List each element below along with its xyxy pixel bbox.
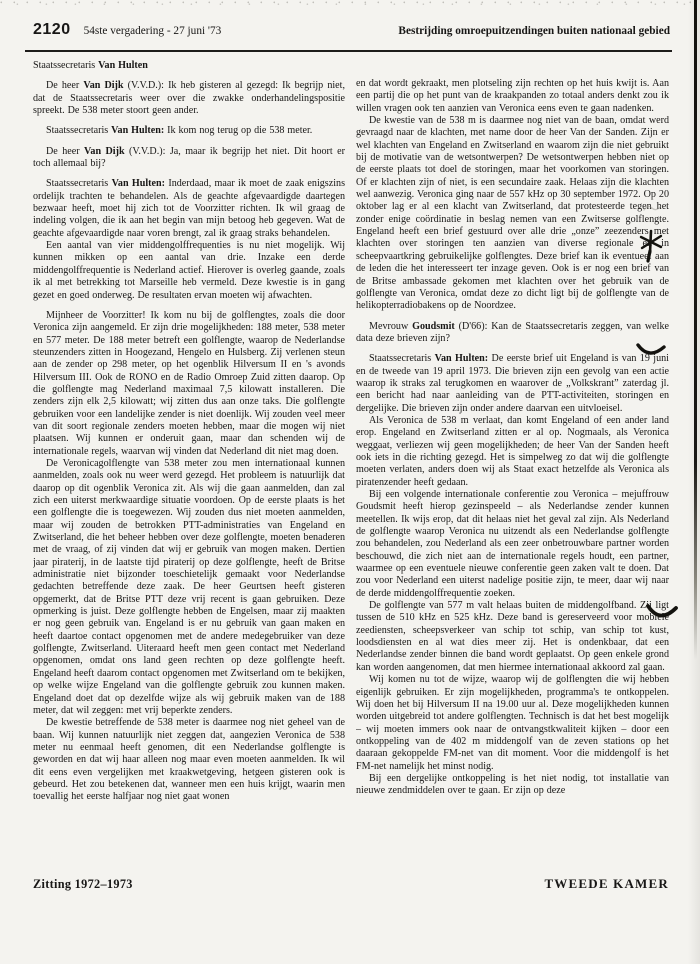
- paragraph-text: De eerste brief uit Engeland is van 19 juni en de tweede van 19 april 1973. Die brieven zijn een gevolg van een actie waarop ik straks zal terugkomen en waarover de „Volkskrant” zaterdag jl. een bericht had naar aanleiding van de PTT-activiteiten, storingen en dergelijke. Die brieven zijn onder andere daarvan een uitvloeisel.: [356, 353, 669, 414]
- paragraph: [356, 415, 669, 489]
- paragraph: [356, 321, 669, 346]
- paragraph-text: (D'66): Kan de Staatssecretaris zeggen, van welke data deze brieven zijn?: [356, 320, 669, 344]
- paragraph: [356, 773, 669, 798]
- pencil-squiggle-mark: [641, 198, 667, 216]
- right-column: [356, 57, 669, 871]
- session-info: 54ste vergadering - 27 juni '73: [83, 25, 222, 37]
- speaker-name: Van Hulten:: [111, 125, 165, 137]
- paragraph-text: en dat wordt gekraakt, men plotseling zijn rechten op het huis kwijt is. Aan een partij die op het punt van de kraakpanden zo totaal anders denkt zou ik willen vragen ook ten aanzien van Veronica eens even te gaan nadenken.: [356, 78, 669, 114]
- paragraph: [356, 78, 669, 115]
- paragraph: [33, 80, 345, 117]
- scan-noise-strip: [0, 0, 700, 6]
- speaker-name: Van Dijk: [84, 145, 125, 157]
- paragraph-text: Als Veronica de 538 m verlaat, dan komt Engeland of een ander land erop. Engeland en Zwitserland zitten er al op. Nogmaals, als Veronica weggaat, verliezen wij geen mogelijkheden; de heer Van der Sanden heeft ook iets in die richting gezegd. Het is simpelweg zo dat wij die golflengte moeten verlaten, anders doen wij als Staat exact hetzelfde als Veronica als piratenzender heeft gedaan.: [356, 414, 669, 488]
- paragraph-text: Inderdaad, maar ik moet de zaak enigszins ordelijk trachten te behandelen. Als de geachte afgevaardigde daartegen bezwaar heeft, moet hij zich tot de Voorzitter richten. Ik wil graag de indeling volgen, die ik aan het begin van mijn betoog heb gegeven. Wat de geachte afgevaardigde naar voren brengt, zal ik graag straks behandelen.: [33, 178, 345, 239]
- paragraph-text: Staatssecretaris: [33, 60, 99, 71]
- paragraph-text: (V.V.D.): Ik heb gisteren al gezegd: Ik begrijp niet, dat de Staatssecretaris weer over die zwakke onderhandelingspositie spreekt. De 538 meter stoort geen ander.: [33, 80, 345, 117]
- footer-chamber-label: TWEEDE KAMER: [544, 876, 669, 891]
- header-subject: Bestrijding omroepuitzendingen buiten nationaal gebied: [398, 25, 670, 37]
- paragraph-text: Staatssecretaris: [46, 178, 112, 190]
- page-footer: [33, 876, 669, 892]
- paragraph-text: Bij een volgende internationale conferentie zou Veronica – mejuffrouw Goudsmit heeft hierop gezinspeeld – als Nederlandse zender kunnen meetellen. Ik wijs erop, dat dit helaas niet het geval zal zijn. Als Nederland de golflengte waarop Veronica nu uitzendt als een Nederlandse golflengte zou behandelen, zou Nederland als een zeer onbetrouwbare partner worden beschouwd, die zich niet aan de internationale regels houdt, een partner, waarmee op een eventuele nieuwe conferentie geen zaken valt te doen. Dat zou voor Nederland een uiterst nadelige positie zijn, te meer, daar wij naar de derde middengolffrequentie zoeken.: [356, 489, 669, 599]
- paragraph-text: Mijnheer de Voorzitter! Ik kom nu bij de golflengtes, zoals die door Veronica zijn aangemeld. Er zijn drie mogelijkheden: 188 meter, 538 meter en 577 meter. De 188 meter betreft een golflengte, waarop de Nederlandse steunzenders zitten in Hoogezand, Hengelo en Hulsberg. Zij verlenen steun aan de zender op 298 meter, op het ogenblik Hilversum II en 's avonds Hilversum III. Ook de RONO en de Radio Omroep Zuid zitten daarop. Op die golflengte mag Nederland maximaal 7,5 kilowatt installeren. Die zenders zijn elk 2,5 kilowatt; wij zitten dus aan onze taks. Die golflengte gebruiken voor een landelijke zender is niet doenlijk. Wij zouden veel meer van dit soort regionale zenders moeten hebben, maar die mogen wij niet plaatsen. Wij kunnen er onderuit gaan, maar dan schenden wij de internationale regels, waarvan wij vinden dat Nederland dit niet mag doen.: [33, 309, 345, 457]
- paragraph: [33, 125, 345, 137]
- paragraph-text: Een aantal van vier middengolffrequenties is nu niet mogelijk. Wij kunnen mikken op een aantal van drie. Inzake een derde middengolffrequentie is Nederland actief. Hierover is overleg gaande, zoals ik al met betrekking tot Marseille heb vermeld. Deze kwestie is in gang gezet en goed onderweg. De resultaten ervan moeten wij afwachten.: [33, 240, 345, 301]
- paragraph-text: (V.V.D.): Ja, maar ik begrijp het niet. Dit hoort er toch allemaal bij?: [33, 145, 345, 170]
- paragraph: [33, 310, 345, 458]
- paragraph: [356, 115, 669, 313]
- paragraph: [33, 717, 345, 803]
- speaker-name: Van Hulten:: [434, 353, 489, 365]
- paragraph: [33, 178, 345, 240]
- scan-edge-line: [694, 0, 697, 660]
- footer-session-label: Zitting 1972–1973: [33, 877, 133, 891]
- paragraph-text: De golflengte van 577 m valt helaas buiten de middengolfband. Zij ligt tussen de 510 kHz en 525 kHz. Deze band is gereserveerd voor mobiele zeediensten, scheepsverkeer van schip tot schip, van schip tot kust, loodsdiensten en al wat dies meer zij. Het is ondenkbaar, dat een Nederlandse zender binnen die band wordt geplaatst. Op geen enkele grond kan worden aangenomen, dat men hiermee internationaal akkoord zal gaan.: [356, 600, 669, 673]
- speaker-name: Van Dijk: [83, 80, 124, 92]
- paragraph-text: Staatssecretaris: [369, 353, 435, 365]
- text-columns: [33, 57, 669, 871]
- paragraph-text: De kwestie van de 538 m is daarmee nog niet van de baan, omdat werd gevraagd naar de klachten, met name door de heer Van der Sanden. Zijn er wel klachten van Engeland en Zwitserland en waarom zijn die niet gebruikt bij de motivatie van de wetsontwerpen? De wetsontwerpen hebben niet op de eerste plaats tot doel de storingen, maar het voorkomen van storingen. Of er klachten zijn of niet, is een secundaire zaak. Helaas zijn die klachten wel aanwezig. Veronica ging naar de 557 kHz op 30 september 1972. Op 20 oktober lag er al een klacht van Zwitserland, dat protesteerde tegen het zonder enige coördinatie in beslag nemen van een Zwitserse golflengte. Engeland heeft een brief gestuurd over alle drie „onze” zeezenders met klachten over storingen ten aanzien van diverse regionale en in scheepvaartkring gebruikelijke golflengtes. Deze brief kan ik eventueel aan de leden die het interesseert ter inzage geven. Ook is er nog een brief van de Britse ambassade gekomen met klachten over het gebruik van de golflengte van Veronica, omdat deze zo dicht ligt bij de golflengte van de helikopterradiobakens op de Noordzee.: [356, 115, 669, 312]
- paragraph: [356, 600, 669, 674]
- paragraph: [33, 146, 345, 171]
- speaker-name: Van Hulten:: [111, 178, 166, 190]
- paragraph: [33, 240, 345, 302]
- paragraph-text: De heer: [46, 145, 85, 157]
- handwritten-crescent-icon: [645, 600, 679, 626]
- paragraph-text: Bij een dergelijke ontkoppeling is het niet nodig, tot installatie van nieuwe zendmiddelen over te gaan. Er zijn op deze: [356, 772, 669, 797]
- paragraph-text: Wij komen nu tot de wijze, waarop wij de golflengten die wij hebben eigenlijk gebruiken. Er zijn mogelijkheden, programma's te ontkoppelen. Wij doen het bij Hilversum II na 19.00 uur al. Deze mogelijkheden kunnen worden uitgebreid tot andere golflengten. Technisch is dat het best mogelijk – wij moeten immers ook naar de ontvangstkwaliteit kijken – door een ontkoppeling van de 402 m middengolf van de zeven stations op het daaraan gekoppelde FM-net van dit moment. Voor die middengolf is het FM-net namelijk het minst nodig.: [356, 674, 669, 772]
- paragraph: [356, 674, 669, 773]
- paragraph-text: Mevrouw: [369, 320, 413, 332]
- paragraph-text: Ik kom nog terug op die 538 meter.: [164, 125, 313, 137]
- paragraph-text: De Veronicagolflengte van 538 meter zou men internationaal kunnen aanmelden, zoals ook nu weer werd gezegd. Het probleem is natuurlijk dat daarop op dit ogenblik Veronica zit. Als wij die gaan aanmelden, dan zal zich een uiterst merkwaardige situatie voordoen. Op de eerste plaats is het een golflengte die is toegewezen. Wij zouden dus niet moeten aanmelden, maar wij zouden de betrokken PTT-administraties van Engeland en Zwitserland, die het beheer hebben over deze golflengte, moeten benaderen met de vraag, of zij vinden dat wij er gebruik van mogen maken. Dertien jaar piraterij, in de laatste tijd piraterij op deze golflengte, heeft de Britse administratie niet bijzonder toeschietelijk gemaakt voor Nederlandse gedachten betreffende deze zaak. De heer Geurtsen heeft gisteren opgemerkt, dat de Britse PTT deze vrij recent is gaan gebruiken. Deze opmerking is juist. Deze golflengte hebben de Engelsen, maar zij maakten er nog geen gebruik van. Engeland is er nu gebruik van gaan maken en heeft daartoe contact opgenomen met de andere medegebruiker van deze golflengte, Zwitserland. Uiteraard heeft men geen contact met Nederland opgenomen, omdat ons land geen rechten op deze golflengte heeft. Engeland heeft daarom contact opgenomen met Zwitserland om te bekijken, op welke wijze Engeland van die golflengte gebruik zou kunnen maken. Engeland doet dat op dezelfde wijze als wij gebruik maken van de 188 meter, dat wil zeggen: met vrij beperkte zenders.: [33, 457, 345, 716]
- paragraph: [33, 458, 345, 717]
- paragraph-text: De kwestie betreffende de 538 meter is daarmee nog niet geheel van de baan. Wij kunnen natuurlijk niet zeggen dat, aangezien Veronica de 538 meter nu eenmaal heeft genomen, dit een Nederlandse golflengte is geworden en dat wij haar alleen nog maar even moeten aanmelden. Ik wil dit eens even vergelijken met kraakwetgeving, hetgeen gisteren ook is gebeurd. Het zou betekenen dat, wanneer men een huis krijgt, waarin men toevallig het eerste halfjaar nog niet gaat wonen: [33, 717, 345, 803]
- paragraph: [356, 353, 669, 415]
- handwritten-asterisk-icon: [637, 227, 665, 267]
- paragraph-text: De heer: [46, 80, 84, 92]
- page-header: [33, 21, 670, 39]
- left-column: [33, 57, 345, 871]
- speaker-name: Van Hulten: [98, 60, 148, 71]
- handwritten-crescent-icon: [635, 341, 667, 361]
- paragraph: [33, 60, 345, 72]
- paragraph: [356, 489, 669, 600]
- header-rule: [25, 50, 672, 52]
- page-number: 2120: [33, 21, 71, 38]
- speaker-name: Goudsmit: [412, 320, 455, 332]
- paragraph-text: Staatssecretaris: [46, 125, 112, 137]
